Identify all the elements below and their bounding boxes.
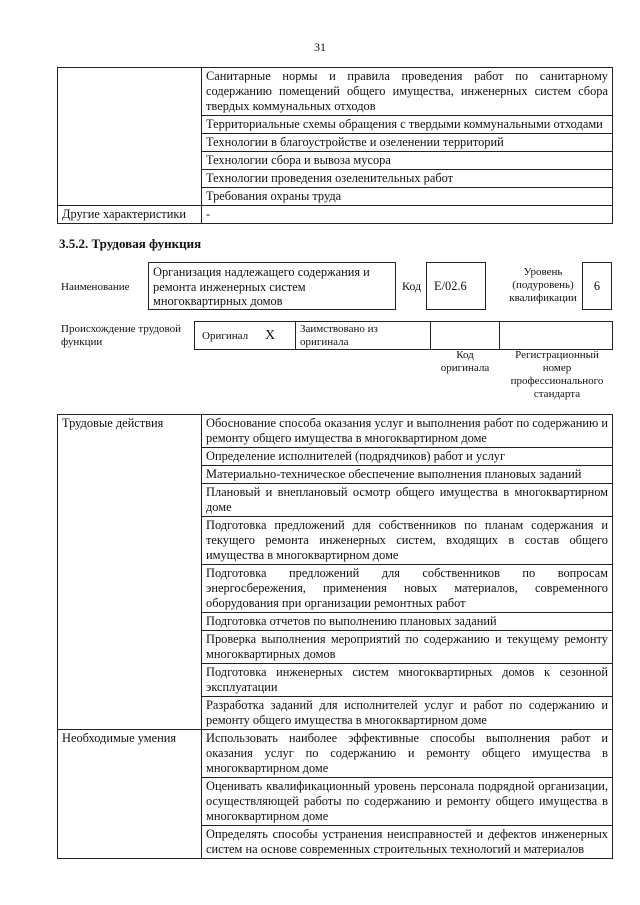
code-value: E/02.6 (434, 279, 467, 293)
level-box (582, 262, 612, 310)
other-characteristics-label: Другие характеристики (58, 206, 202, 224)
table-row (58, 730, 613, 778)
table-cell: Требования охраны труда (202, 188, 613, 206)
function-table (57, 414, 613, 859)
section-title: 3.5.2. Трудовая функция (59, 236, 202, 251)
action-item: Обоснование способа оказания услуг и выполнения работ по содержанию и ремонту общего имущества в многоквартирном доме (202, 415, 613, 448)
reg-number-label: Регистрационный номер профессионального стандарта (510, 349, 604, 400)
table-row (58, 206, 613, 224)
table-row (58, 415, 613, 448)
skill-item: Определять способы устранения неисправностей и дефектов инженерных систем на основе современных строительных технологий и материалов (202, 826, 613, 859)
name-label: Наименование (61, 281, 130, 293)
level-value: 6 (593, 279, 601, 293)
original-box (194, 321, 296, 350)
code-orig-box (430, 321, 500, 350)
knowledge-table (57, 67, 613, 224)
code-box (426, 262, 486, 310)
action-item: Разработка заданий для исполнителей услуг и работ по содержанию и ремонту общего имущества в многоквартирном доме (202, 697, 613, 730)
action-item: Подготовка инженерных систем многоквартирных домов к сезонной эксплуатации (202, 664, 613, 697)
table-cell: Технологии сбора и вывоза мусора (202, 152, 613, 170)
table-cell: Территориальные схемы обращения с твердыми коммунальными отходами (202, 116, 613, 134)
origin-label: Происхождение трудовой функции (61, 323, 182, 348)
name-box (148, 262, 396, 310)
action-item: Подготовка отчетов по выполнению плановых заданий (202, 613, 613, 631)
table-cell: Технологии в благоустройстве и озеленении территорий (202, 134, 613, 152)
name-value: Организация надлежащего содержания и ремонта инженерных систем многоквартирных домов (153, 265, 370, 308)
table-cell: Санитарные нормы и правила проведения работ по санитарному содержанию помещений общего имущества, инженерных систем сбора твердых коммунальных отходов (202, 68, 613, 116)
page-number: 31 (314, 40, 326, 54)
code-label: Код (402, 279, 422, 293)
action-item: Материально-техническое обеспечение выполнения плановых заданий (202, 466, 613, 484)
other-characteristics-value: - (202, 206, 613, 224)
action-item: Плановый и внеплановый осмотр общего имущества в многоквартирном доме (202, 484, 613, 517)
action-item: Подготовка предложений для собственников по вопросам энергосбережения, применения новых материалов, современного оборудования при организации ремонтных работ (202, 565, 613, 613)
empty-label-cell (58, 68, 202, 206)
code-orig-label: Код оригинала (440, 349, 490, 374)
original-mark: X (265, 328, 276, 343)
action-item: Проверка выполнения мероприятий по содержанию и текущему ремонту многоквартирных домов (202, 631, 613, 664)
skill-item: Использовать наиболее эффективные способы выполнения работ и оказания услуг по содержанию и ремонту общего имущества в многоквартирном доме (202, 730, 613, 778)
action-item: Подготовка предложений для собственников по планам содержания и текущего ремонта инженерных систем, входящих в состав общего имущества в многоквартирном доме (202, 517, 613, 565)
original-label: Оригинал (202, 330, 249, 342)
borrowed-box (295, 321, 431, 350)
skill-item: Оценивать квалификационный уровень персонала подрядной организации, осуществляющей работы по содержанию и ремонту общего имущества в многоквартирном доме (202, 778, 613, 826)
actions-label: Трудовые действия (58, 415, 202, 730)
table-row (58, 68, 613, 116)
skills-label: Необходимые умения (58, 730, 202, 859)
borrowed-label: Заимствовано из оригинала (300, 323, 378, 348)
level-label: Уровень (подуровень) квалификации (509, 266, 577, 304)
table-cell: Технологии проведения озеленительных работ (202, 170, 613, 188)
reg-number-box (499, 321, 613, 350)
action-item: Определение исполнителей (подрядчиков) работ и услуг (202, 448, 613, 466)
